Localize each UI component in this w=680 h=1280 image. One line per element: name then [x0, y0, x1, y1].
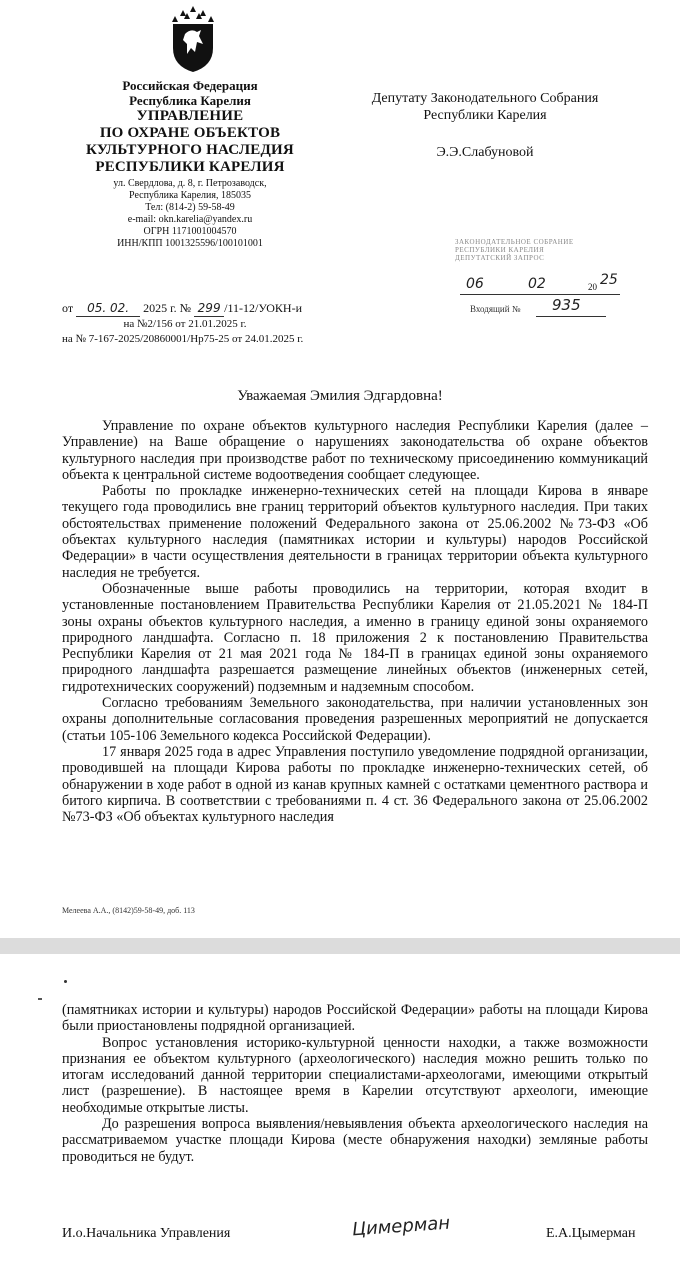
stamp-text: ЗАКОНОДАТЕЛЬНОЕ СОБРАНИЕ [455, 238, 574, 246]
ref-line-2: на №2/156 от 21.01.2025 г. [123, 318, 247, 330]
scan-dot [64, 980, 67, 983]
stamp-in-line [536, 296, 606, 317]
greeting: Уважаемая Эмилия Эдгардовна! [237, 388, 443, 404]
outgoing-ref [62, 300, 302, 317]
dept-line: КУЛЬТУРНОГО НАСЛЕДИЯ [86, 142, 294, 158]
paragraph: Обозначенные выше работы проводились на территории, которая входит в установленные постановлением Правительства Республики Карелия от 21.05.2021 № 184-П зоны охраны объектов культурного наследия, а именно в границу единой зоны охраняемого природного ландшафта. Согласно п. 18 приложения 2 к постановлению Правительства Республики Карелия от 21 мая 2021 года № 184-П в границах единой зоны охраняемого природного ландшафта разрешается размещение линейных объектов (инженерных сетей, гидротехнических сооружений) подземным и надземным способом. [62, 580, 648, 695]
ref-suffix: /11-12/УОКН-и [224, 301, 302, 315]
paragraph: (памятниках истории и культуры) народов Российской Федерации» работы на площади Кирова были приостановлены подрядной организацией. [62, 1002, 648, 1035]
ref-date: 05. 02. [76, 300, 140, 317]
stamp-text: РЕСПУБЛИКИ КАРЕЛИЯ [455, 246, 545, 254]
ref-number: 299 [194, 300, 224, 317]
stamp-day: 06 [466, 276, 484, 292]
handwritten-signature: Цимерман [351, 1212, 451, 1241]
page-separator [0, 938, 680, 954]
executor-footer: Мелеева А.А., (8142)59-58-49, доб. 113 [62, 906, 195, 915]
org-line: Республика Карелия [129, 93, 251, 108]
sender-block [40, 78, 340, 250]
paragraph: Управление по охране объектов культурного наследия Республики Карелия (далее – Управление) на Ваше обращение о нарушениях законодательства об охране объектов культурного наследия при производстве работ по техническому присоединению коммуникаций объекта к центральной системе водоотведения сообщает следующее. [62, 418, 648, 483]
addressee-line: Депутату Законодательного Собрания [371, 91, 599, 106]
signatory-position: И.о.Начальника Управления [62, 1226, 231, 1241]
contact-line: e-mail: okn.karelia@yandex.ru [127, 214, 253, 225]
paragraph: 17 января 2025 года в адрес Управления поступило уведомление подрядной организации, проводившей на площади Кирова работы по прокладке инженерно-технических сетей, об обнаружении в ходе работ в одной из канав крупных камней с остатками цементного раствора и битого кирпича. В соответствии с требованиями п. 4 ст. 36 Федерального закона от 25.06.2002 №73-ФЗ «Об объектах культурного наследия [62, 743, 648, 826]
scan-mark [38, 998, 42, 1000]
letter-body-page-2 [62, 1002, 648, 1165]
contact-line: Тел: (814-2) 59-58-49 [145, 202, 235, 213]
signatory-name: Е.А.Цымерман [546, 1226, 636, 1241]
addressee-name: Э.Э.Слабуновой [436, 145, 534, 160]
stamp-in-number: 935 [552, 296, 581, 314]
stamp-month: 02 [528, 276, 546, 292]
dept-line: УПРАВЛЕНИЕ [136, 108, 244, 124]
addressee-line: Республики Карелия [423, 108, 547, 123]
paragraph: Согласно требованиям Земельного законодательства, при наличии установленных зон охраны дополнительные согласования проведения разрешенных мероприятий не допускается (статьи 105-106 Земельного кодекса Российской Федерации). [62, 695, 648, 744]
registration-stamp [455, 238, 635, 262]
org-line: Российская Федерация [122, 78, 258, 93]
paragraph: Вопрос установления историко-культурной ценности находки, а также возможности признания ее объектом культурного (археологического) наследия можно решить только по итогам исследований данной территории специалистами-археологами, имеющими открытый лист (разрешение). В настоящее время в Карелии отсутствуют археологи, имеющие необходимые открытые листы. [62, 1034, 648, 1116]
stamp-date-line [460, 272, 620, 295]
contact-line: ОГРН 1171001004570 [143, 226, 237, 237]
stamp-year-prefix: 20 [588, 282, 597, 292]
dept-line: РЕСПУБЛИКИ КАРЕЛИЯ [95, 159, 285, 175]
stamp-year: 25 [600, 272, 618, 288]
letter-body-page-1 [62, 418, 648, 825]
stamp-in-label: Входящий № [470, 304, 521, 314]
dept-line: ПО ОХРАНЕ ОБЪЕКТОВ [99, 125, 281, 141]
ref-year: 2025 г. № [143, 301, 192, 315]
coat-of-arms-icon [165, 4, 221, 74]
paragraph: До разрешения вопроса выявления/невыявления объекта археологического наследия на рассматриваемом участке площади Кирова (месте обнаружения находки) земляные работы проводиться не будут. [62, 1116, 648, 1165]
contact-line: Республика Карелия, 185035 [129, 190, 251, 201]
paragraph: Работы по прокладке инженерно-технических сетей на площади Кирова в январе текущего года проводились вне границ территорий объектов культурного наследия. При таких обстоятельствах применение положений Федерального закона от 25.06.2002 №73-ФЗ «Об объектах культурного наследия (памятниках истории и культуры) народов Российской Федерации» в части осуществления деятельности в границах территории объекта культурного наследия не требуется. [62, 483, 648, 581]
ref-line-3: на № 7-167-2025/20860001/Нр75-25 от 24.01.2025 г. [62, 333, 304, 345]
ref-from-label: от [62, 301, 74, 315]
addressee-block [355, 90, 615, 161]
stamp-text: ДЕПУТАТСКИЙ ЗАПРОС [455, 254, 545, 262]
contact-line: ИНН/КПП 1001325596/100101001 [117, 238, 263, 249]
contact-line: ул. Свердлова, д. 8, г. Петрозаводск, [113, 178, 267, 189]
